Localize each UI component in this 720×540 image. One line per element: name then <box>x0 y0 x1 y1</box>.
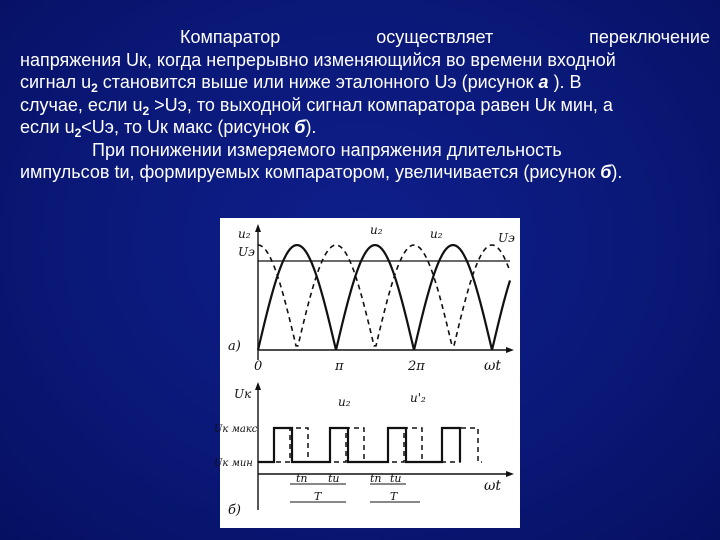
word-switching: переключение <box>589 27 710 47</box>
text-segment: ). <box>305 117 317 137</box>
word-performs: осуществляет <box>376 27 494 47</box>
text-segment: импульсов tи, формируемых компаратором, увеличивается (рисунок <box>20 162 596 182</box>
figure-ref-a: а <box>538 72 549 92</box>
bottom-x-axis-label: ωt <box>484 478 502 494</box>
level-min-label: Uк мин <box>214 458 253 469</box>
subscript: 2 <box>142 103 150 118</box>
tp-label-2: tп <box>370 472 382 485</box>
ti-label-1: tи <box>328 472 340 485</box>
paragraph1-line2: напряжения Uк, когда непрерывно изменяющийся во времени входной <box>20 49 616 70</box>
curve-label-3: Uэ <box>498 231 515 245</box>
text-segment: случае, если u <box>20 94 143 115</box>
x-pi-label: π <box>335 359 344 374</box>
subscript: 2 <box>91 81 98 95</box>
top-y-label: u₂ <box>238 227 251 241</box>
text-segment: сигнал u <box>20 72 92 92</box>
pulse-solid <box>258 428 460 462</box>
text-segment: >Uэ, то выходной сигнал компаратора равен Uк мин, а <box>149 94 613 115</box>
text-segment: если u <box>20 117 75 137</box>
paragraph1-line3 <box>20 71 710 94</box>
text-segment: становится выше или ниже эталонного Uэ (рисунок <box>97 72 534 92</box>
figure-svg <box>214 218 520 528</box>
slide-text <box>20 26 710 184</box>
comparator-figure <box>214 218 520 528</box>
text-segment: ). В <box>553 72 582 92</box>
top-x-arrow <box>506 347 514 353</box>
paragraph2-line1: При понижении измеряемого напряжения длительность <box>92 139 562 160</box>
text-segment: ). <box>611 162 623 182</box>
bottom-x-arrow <box>506 471 514 477</box>
subscript: 2 <box>74 126 82 140</box>
panel-label-a: a) <box>228 339 241 354</box>
paragraph1-line1 <box>20 26 710 49</box>
curve-label-2: u₂ <box>430 227 443 241</box>
pulse-label-1: u₂ <box>338 395 351 409</box>
top-ref-label: Uэ <box>238 245 255 259</box>
x-origin-label: 0 <box>254 359 263 374</box>
bottom-y-arrow <box>255 382 261 390</box>
figure-ref-b: б <box>294 117 306 137</box>
panel-label-b: б) <box>228 503 242 518</box>
level-max-label: Uк макс <box>214 424 258 435</box>
curve-label-1: u₂ <box>370 223 383 237</box>
ti-label-2: tи <box>390 472 402 485</box>
word-comparator: Компаратор <box>180 27 281 47</box>
period-label-2: T <box>390 490 398 503</box>
paragraph2-line2 <box>20 161 710 184</box>
bottom-y-label: Uк <box>234 387 252 401</box>
figure-ref-b: б <box>600 162 612 182</box>
paragraph1-line5 <box>20 116 710 139</box>
signal-dashed-curve <box>258 245 510 346</box>
x-2pi-label: 2π <box>408 359 425 374</box>
period-label-1: T <box>314 490 322 503</box>
paragraph1-line4 <box>20 94 710 117</box>
tp-label-1: tп <box>296 472 308 485</box>
top-y-arrow <box>255 224 261 232</box>
top-x-axis-label: ωt <box>484 358 502 374</box>
text-segment: <Uэ, то Uк макс (рисунок <box>81 117 290 137</box>
pulse-label-2: u'₂ <box>410 391 426 405</box>
